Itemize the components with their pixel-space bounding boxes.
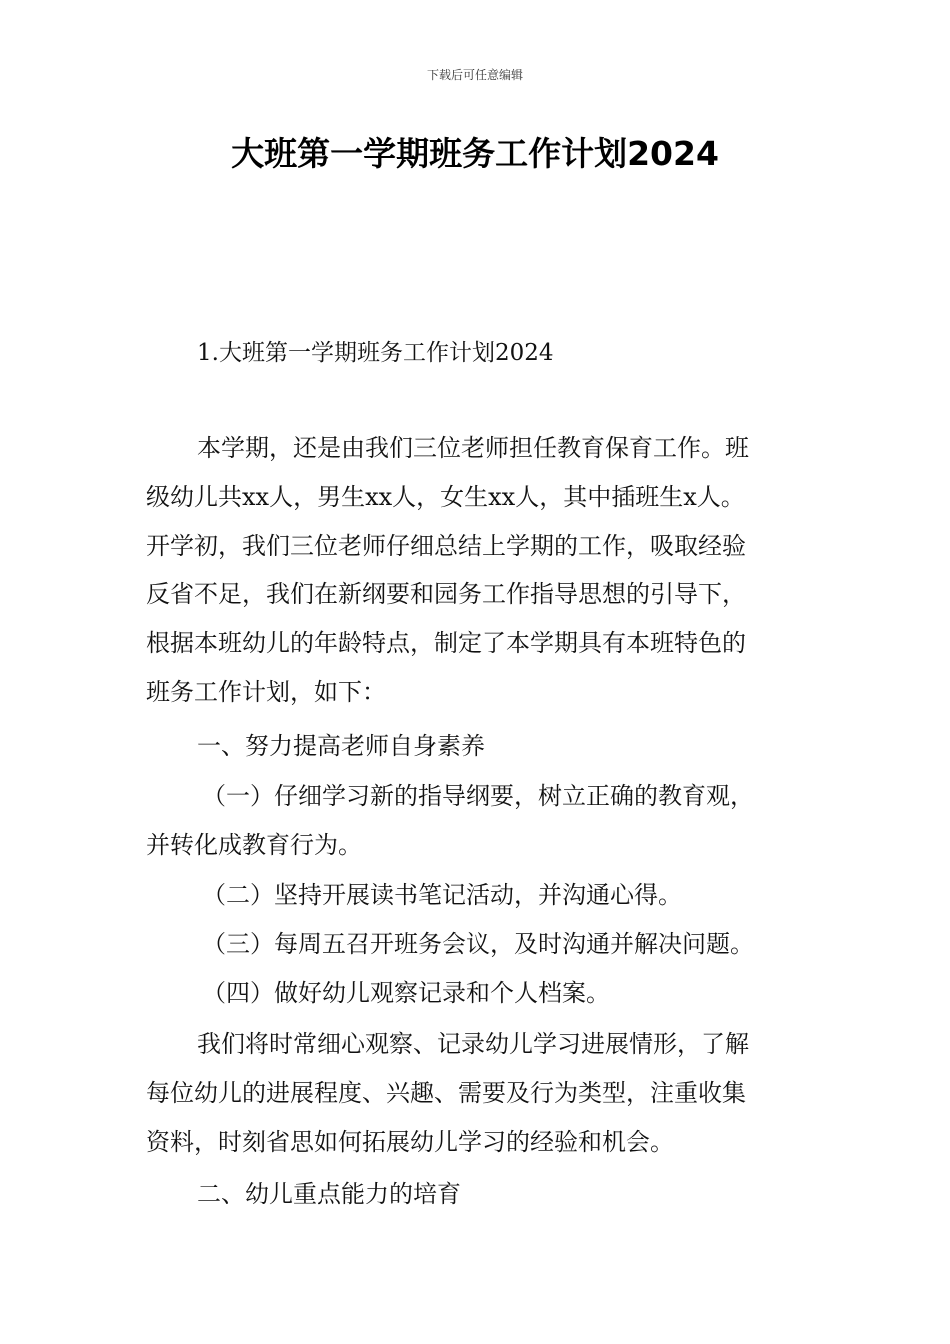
item-4: [146, 969, 818, 1018]
section-heading-1: [146, 722, 818, 771]
section-heading-2: [146, 1170, 818, 1219]
obs-line: 资料，时刻省思如何拓展幼儿学习的经验和机会。: [146, 1127, 674, 1156]
obs-line: 我们将时常细心观察、记录幼儿学习进展情形，了解: [197, 1030, 749, 1058]
item-line: （二）坚持开展读书笔记活动，并沟通心得。: [202, 881, 682, 909]
document-title: 大班第一学期班务工作计划2024: [231, 134, 719, 173]
obs-line: 每位幼儿的进展程度、兴趣、需要及行为类型，注重收集: [146, 1078, 746, 1107]
section-heading-text: 二、幼儿重点能力的培育: [197, 1180, 461, 1208]
item-line: （三）每周五召开班务会议，及时沟通并解决问题。: [202, 930, 754, 958]
section-heading-text: 一、努力提高老师自身素养: [197, 732, 485, 760]
intro-line: 开学初，我们三位老师仔细总结上学期的工作，吸取经验: [146, 531, 746, 560]
intro-line: 反省不足，我们在新纲要和园务工作指导思想的引导下，: [146, 580, 746, 609]
intro-line: 根据本班幼儿的年龄特点，制定了本学期具有本班特色的: [146, 629, 746, 658]
header-note: 下载后可任意编辑: [426, 68, 523, 82]
item-2: [146, 871, 818, 920]
intro-paragraph: [146, 424, 818, 717]
item-line: 并转化成教育行为。: [146, 830, 362, 859]
item-1: [146, 772, 818, 870]
item-line: （一）仔细学习新的指导纲要，树立正确的教育观，: [202, 782, 754, 810]
intro-line: 级幼儿共xx人，男生xx人，女生xx人，其中插班生x人。: [146, 482, 745, 511]
item-3: [146, 920, 818, 969]
intro-line: 本学期，还是由我们三位老师担任教育保育工作。班: [197, 434, 749, 462]
item-line: （四）做好幼儿观察记录和个人档案。: [202, 979, 610, 1007]
subheading: 1.大班第一学期班务工作计划2024: [197, 340, 554, 366]
observation-paragraph: [146, 1020, 818, 1166]
intro-line: 班务工作计划，如下：: [146, 677, 386, 706]
